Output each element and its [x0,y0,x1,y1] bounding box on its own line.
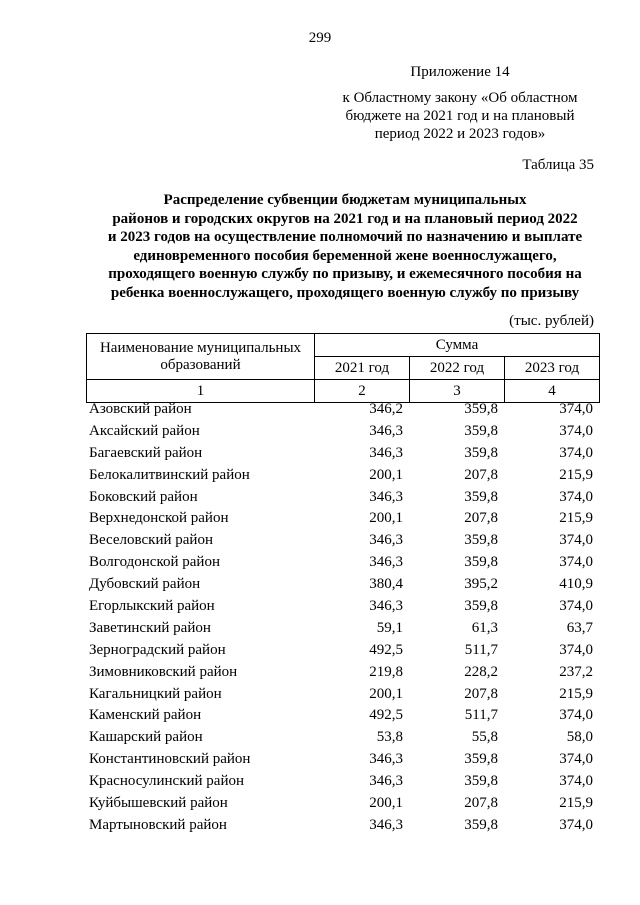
value-2023: 374,0 [559,816,593,833]
table-row [86,684,599,706]
title-line: Распределение субвенции бюджетам муниципальных [163,192,527,208]
value-2022: 61,3 [471,619,498,636]
value-2021: 200,1 [369,795,403,812]
value-2021: 346,3 [369,532,403,549]
municipality-name: Веселовский район [89,532,213,549]
value-2021: 200,1 [369,510,403,527]
value-2023: 374,0 [559,707,593,724]
header-index-1: 1 [87,380,315,403]
municipality-name: Красносулинский район [89,773,245,790]
table-row [86,552,599,574]
value-2021: 346,3 [369,444,403,461]
value-2023: 215,9 [559,510,593,527]
municipality-name: Каменский район [89,707,202,724]
value-2023: 374,0 [559,598,593,615]
value-2022: 359,8 [464,816,498,833]
value-2023: 215,9 [559,685,593,702]
value-2021: 346,3 [369,554,403,571]
table-row [86,487,599,509]
table-row [86,596,599,618]
title-line: ребенка военнослужащего, проходящего военную службу по призыву [110,284,580,301]
value-2021: 346,3 [369,816,403,833]
municipality-name: Багаевский район [89,444,203,461]
table-row [86,793,599,815]
header-index-4: 4 [505,380,600,403]
value-2022: 359,8 [464,598,498,615]
title-line: и 2023 годов на осуществление полномочий по назначению и выплате [107,229,583,245]
value-2022: 207,8 [464,466,498,483]
value-2023: 374,0 [559,773,593,790]
title-line: единовременного пособия беременной жене военнослужащего, [133,247,557,264]
value-2021: 346,3 [369,773,403,790]
value-2021: 346,3 [369,598,403,615]
value-2022: 359,8 [464,422,498,439]
header-year-2021: 2021 год [315,357,410,380]
value-2021: 346,3 [369,488,403,505]
value-2021: 59,1 [376,619,403,636]
municipality-name: Дубовский район [89,576,201,593]
value-2023: 58,0 [566,729,593,746]
value-2022: 207,8 [464,510,498,527]
table-row [86,727,599,749]
value-2022: 207,8 [464,795,498,812]
value-2023: 374,0 [559,488,593,505]
municipality-name: Егорлыкский район [89,598,215,615]
page-number: 299 [308,30,332,46]
value-2022: 359,8 [464,532,498,549]
header-name-line: образований [160,356,241,373]
value-2022: 359,8 [464,401,498,417]
header-sum-cell: Сумма [315,334,600,357]
value-2021: 346,3 [369,422,403,439]
table-row [86,399,599,421]
value-2023: 374,0 [559,751,593,768]
appendix-line: бюджете на 2021 год и на плановый [345,108,575,124]
value-2023: 374,0 [559,532,593,549]
table-row [86,640,599,662]
table-row [86,465,599,487]
table-row [86,530,599,552]
value-2023: 374,0 [559,422,593,439]
units-label: (тыс. рублей) [509,313,594,329]
table-header [86,333,600,403]
header-name-line: Наименование муниципальных [99,339,302,356]
table-row [86,421,599,443]
table-row [86,771,599,793]
municipality-name: Зимовниковский район [89,663,238,680]
municipality-name: Куйбышевский район [89,795,228,812]
table-row [86,749,599,771]
header-name-cell [87,334,315,380]
value-2022: 359,8 [464,444,498,461]
table-row [86,574,599,596]
value-2022: 55,8 [471,729,498,746]
value-2022: 511,7 [464,707,498,724]
value-2023: 374,0 [559,401,593,417]
value-2022: 207,8 [464,685,498,702]
municipality-name: Белокалитвинский район [89,466,250,483]
header-year-2022: 2022 год [410,357,505,380]
municipality-name: Зерноградский район [89,641,226,658]
value-2021: 346,2 [369,401,403,417]
municipality-name: Волгодонской район [89,554,220,571]
appendix-reference [330,63,590,143]
value-2021: 346,3 [369,751,403,768]
value-2023: 237,2 [559,663,593,680]
value-2021: 219,8 [369,663,403,680]
table-body [86,399,599,837]
value-2022: 511,7 [464,641,498,658]
municipality-name: Кашарский район [89,729,203,746]
municipality-name: Мартыновский район [89,816,227,833]
header-index-2: 2 [315,380,410,403]
value-2021: 200,1 [369,685,403,702]
value-2022: 228,2 [464,663,498,680]
header-year-2023: 2023 год [505,357,600,380]
value-2021: 492,5 [369,641,403,658]
value-2023: 215,9 [559,795,593,812]
value-2021: 380,4 [369,576,403,593]
value-2023: 374,0 [559,641,593,658]
header-index-3: 3 [410,380,505,403]
value-2021: 492,5 [369,707,403,724]
table-row [86,508,599,530]
municipality-name: Кагальницкий район [89,685,222,702]
title-line: проходящего военную службу по призыву, и ежемесячного пособия на [108,266,582,282]
municipality-name: Верхнедонской район [89,510,229,527]
table-row [86,815,599,837]
appendix-line: к Областному закону «Об областном [342,90,578,106]
title-line: районов и городских округов на 2021 год и на плановый период 2022 [112,210,578,227]
value-2022: 395,2 [464,576,498,593]
table-row [86,705,599,727]
table-number: Таблица 35 [522,157,594,173]
value-2021: 200,1 [369,466,403,483]
appendix-line: период 2022 и 2023 годов» [374,126,546,142]
value-2023: 374,0 [559,554,593,571]
municipality-name: Боковский район [89,488,198,505]
municipality-name: Константиновский район [89,751,251,768]
municipality-name: Азовский район [89,401,192,417]
value-2022: 359,8 [464,751,498,768]
municipality-name: Заветинский район [89,619,211,636]
table-row [86,618,599,640]
value-2023: 374,0 [559,444,593,461]
municipality-name: Аксайский район [89,422,200,439]
document-title [80,191,610,302]
value-2023: 215,9 [559,466,593,483]
value-2023: 410,9 [559,576,593,593]
value-2022: 359,8 [464,773,498,790]
value-2023: 63,7 [566,619,593,636]
value-2022: 359,8 [464,554,498,571]
value-2022: 359,8 [464,488,498,505]
table-row [86,443,599,465]
table-row [86,662,599,684]
appendix-title: Приложение 14 [410,64,510,80]
value-2021: 53,8 [376,729,403,746]
